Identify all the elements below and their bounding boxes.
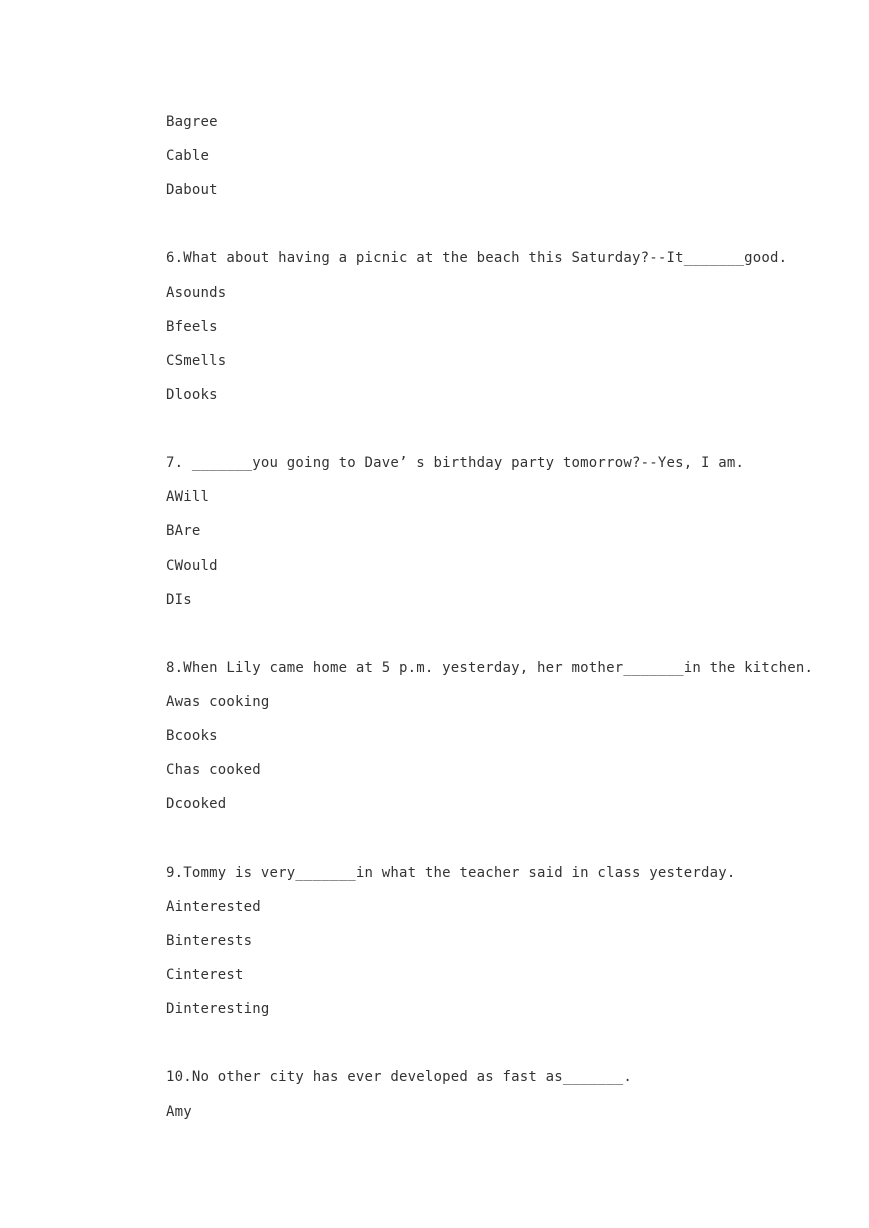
q6-option-b: Bfeels [166, 319, 218, 335]
q9-option-b: Binterests [166, 933, 253, 949]
q9-option-a: Ainterested [166, 899, 261, 915]
q7-question: 7. _______you going to Dave’ s birthday party tomorrow?--Yes, I am. [166, 455, 745, 471]
q7-option-b: BAre [166, 523, 201, 539]
q8-question: 8.When Lily came home at 5 p.m. yesterday, her mother_______in the kitchen. [166, 660, 814, 676]
q8-option-b: Bcooks [166, 728, 218, 744]
q8-option-c: Chas cooked [166, 762, 261, 778]
q7-option-c: CWould [166, 558, 218, 574]
q7-option-d: DIs [166, 592, 192, 608]
q8-option-d: Dcooked [166, 796, 227, 812]
q5-option-d: Dabout [166, 182, 218, 198]
q10-option-a: Amy [166, 1104, 192, 1120]
q5-option-c: Cable [166, 148, 210, 164]
q9-option-c: Cinterest [166, 967, 244, 983]
q7-option-a: AWill [166, 489, 210, 505]
q6-option-d: Dlooks [166, 387, 218, 403]
q6-option-c: CSmells [166, 353, 227, 369]
q8-option-a: Awas cooking [166, 694, 270, 710]
q6-option-a: Asounds [166, 285, 227, 301]
q9-question: 9.Tommy is very_______in what the teacher said in class yesterday. [166, 865, 736, 881]
q6-question: 6.What about having a picnic at the beach this Saturday?--It_______good. [166, 250, 788, 266]
q10-question: 10.No other city has ever developed as fast as_______. [166, 1069, 632, 1085]
q9-option-d: Dinteresting [166, 1001, 270, 1017]
q5-option-b: Bagree [166, 114, 218, 130]
